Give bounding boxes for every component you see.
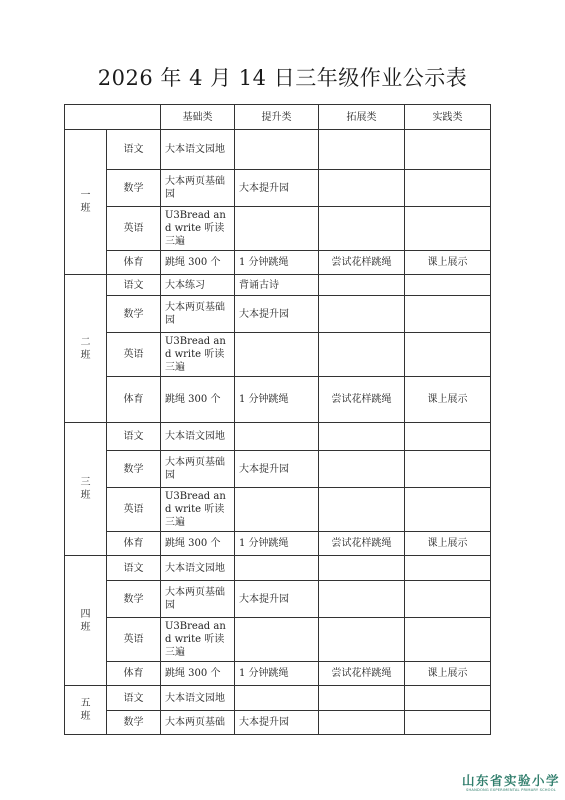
improve-task-cell: 大本提升园 [235, 296, 319, 333]
class-name-char: 三 [80, 477, 91, 488]
class-name-char: 五 [80, 698, 91, 709]
basic-task-cell: 跳绳 300 个 [161, 662, 235, 686]
table-row [65, 618, 491, 662]
school-logo-name: 山东省实验小学 [461, 773, 560, 788]
improve-task-cell: 1 分钟跳绳 [235, 377, 319, 423]
class-name-cell [65, 130, 107, 275]
table-row [65, 662, 491, 686]
practice-task-cell [405, 686, 491, 711]
class-name-cell [65, 423, 107, 556]
class-name-char: 班 [80, 711, 91, 722]
subject-cell: 语文 [107, 556, 161, 581]
subject-cell: 语文 [107, 423, 161, 451]
extend-task-cell [319, 296, 405, 333]
practice-task-cell: 课上展示 [405, 377, 491, 423]
improve-task-cell: 1 分钟跳绳 [235, 251, 319, 275]
table-row [65, 423, 491, 451]
extend-task-cell: 尝试花样跳绳 [319, 377, 405, 423]
subject-cell: 英语 [107, 618, 161, 662]
subject-cell: 体育 [107, 532, 161, 556]
page-title: 2026 年 4 月 14 日三年级作业公示表 [97, 66, 468, 90]
extend-task-cell: 尝试花样跳绳 [319, 251, 405, 275]
table-row [65, 251, 491, 275]
basic-task-cell: 大本语文园地 [161, 556, 235, 581]
basic-task-cell: 大本语文园地 [161, 130, 235, 170]
subject-cell: 数学 [107, 581, 161, 618]
basic-task-cell: 大本语文园地 [161, 686, 235, 711]
practice-task-cell [405, 488, 491, 532]
practice-task-cell [405, 170, 491, 207]
extend-task-cell [319, 275, 405, 296]
extend-task-cell [319, 451, 405, 488]
table-row [65, 377, 491, 423]
school-logo-english: SHANDONG EXPERIMENTAL PRIMARY SCHOOL [466, 788, 556, 792]
school-logo [458, 774, 564, 793]
subject-cell: 语文 [107, 275, 161, 296]
improve-task-cell: 背诵古诗 [235, 275, 319, 296]
homework-table [64, 104, 491, 735]
practice-task-cell [405, 130, 491, 170]
extend-task-cell: 尝试花样跳绳 [319, 532, 405, 556]
basic-task-cell: 大本两页基础 [161, 711, 235, 735]
improve-task-cell: 大本提升园 [235, 170, 319, 207]
improve-task-cell [235, 488, 319, 532]
practice-task-cell [405, 711, 491, 735]
table-row [65, 170, 491, 207]
extend-task-cell [319, 618, 405, 662]
subject-cell: 语文 [107, 130, 161, 170]
extend-task-cell [319, 488, 405, 532]
header-cell-basic: 基础类 [161, 105, 235, 130]
class-name-char: 班 [80, 349, 91, 361]
basic-task-cell: U3Bread and write 听读三遍 [161, 618, 235, 662]
improve-task-cell: 1 分钟跳绳 [235, 662, 319, 686]
improve-task-cell: 1 分钟跳绳 [235, 532, 319, 556]
subject-cell: 英语 [107, 488, 161, 532]
basic-task-cell: U3Bread and write 听读三遍 [161, 207, 235, 251]
practice-task-cell [405, 423, 491, 451]
homework-table-body [65, 105, 491, 735]
class-name-char: 一 [80, 190, 91, 201]
class-name-char: 二 [80, 336, 91, 348]
improve-task-cell: 大本提升园 [235, 451, 319, 488]
table-row [65, 556, 491, 581]
class-name-cell [65, 686, 107, 735]
extend-task-cell [319, 130, 405, 170]
class-name-char: 班 [80, 203, 91, 214]
improve-task-cell [235, 333, 319, 377]
table-row [65, 296, 491, 333]
table-row [65, 130, 491, 170]
header-cell-practice: 实践类 [405, 105, 491, 130]
table-row [65, 275, 491, 296]
extend-task-cell [319, 711, 405, 735]
table-row [65, 532, 491, 556]
basic-task-cell: 大本语文园地 [161, 423, 235, 451]
class-name-char: 班 [80, 490, 91, 501]
practice-task-cell [405, 207, 491, 251]
table-row [65, 451, 491, 488]
header-cell-extend: 拓展类 [319, 105, 405, 130]
subject-cell: 体育 [107, 662, 161, 686]
table-row [65, 581, 491, 618]
basic-task-cell: 大本两页基础园 [161, 170, 235, 207]
table-row [65, 207, 491, 251]
table-row [65, 488, 491, 532]
basic-task-cell: 跳绳 300 个 [161, 532, 235, 556]
improve-task-cell: 大本提升园 [235, 581, 319, 618]
practice-task-cell [405, 618, 491, 662]
practice-task-cell [405, 556, 491, 581]
table-row [65, 333, 491, 377]
extend-task-cell: 尝试花样跳绳 [319, 662, 405, 686]
improve-task-cell [235, 556, 319, 581]
improve-task-cell [235, 618, 319, 662]
basic-task-cell: 大本练习 [161, 275, 235, 296]
header-cell-improve: 提升类 [235, 105, 319, 130]
subject-cell: 数学 [107, 296, 161, 333]
improve-task-cell: 大本提升园 [235, 711, 319, 735]
extend-task-cell [319, 170, 405, 207]
basic-task-cell: 跳绳 300 个 [161, 377, 235, 423]
basic-task-cell: 跳绳 300 个 [161, 251, 235, 275]
improve-task-cell [235, 207, 319, 251]
class-name-cell [65, 275, 107, 423]
extend-task-cell [319, 556, 405, 581]
basic-task-cell: U3Bread and write 听读三遍 [161, 488, 235, 532]
subject-cell: 数学 [107, 170, 161, 207]
subject-cell: 英语 [107, 333, 161, 377]
class-name-char: 四 [80, 608, 91, 620]
subject-cell: 数学 [107, 451, 161, 488]
class-name-cell [65, 556, 107, 686]
practice-task-cell [405, 275, 491, 296]
extend-task-cell [319, 207, 405, 251]
subject-cell: 英语 [107, 207, 161, 251]
improve-task-cell [235, 423, 319, 451]
practice-task-cell [405, 296, 491, 333]
practice-task-cell: 课上展示 [405, 532, 491, 556]
subject-cell: 体育 [107, 377, 161, 423]
subject-cell: 数学 [107, 711, 161, 735]
extend-task-cell [319, 686, 405, 711]
table-row [65, 711, 491, 735]
header-row [65, 105, 491, 130]
subject-cell: 体育 [107, 251, 161, 275]
practice-task-cell [405, 451, 491, 488]
practice-task-cell [405, 581, 491, 618]
basic-task-cell: 大本两页基础园 [161, 451, 235, 488]
extend-task-cell [319, 581, 405, 618]
extend-task-cell [319, 423, 405, 451]
class-name-char: 班 [80, 621, 91, 633]
practice-task-cell [405, 333, 491, 377]
practice-task-cell: 课上展示 [405, 251, 491, 275]
improve-task-cell [235, 130, 319, 170]
basic-task-cell: 大本两页基础园 [161, 581, 235, 618]
basic-task-cell: U3Bread and write 听读三遍 [161, 333, 235, 377]
improve-task-cell [235, 686, 319, 711]
extend-task-cell [319, 333, 405, 377]
table-row [65, 686, 491, 711]
subject-cell: 语文 [107, 686, 161, 711]
practice-task-cell: 课上展示 [405, 662, 491, 686]
basic-task-cell: 大本两页基础园 [161, 296, 235, 333]
header-cell-blank [65, 105, 161, 130]
